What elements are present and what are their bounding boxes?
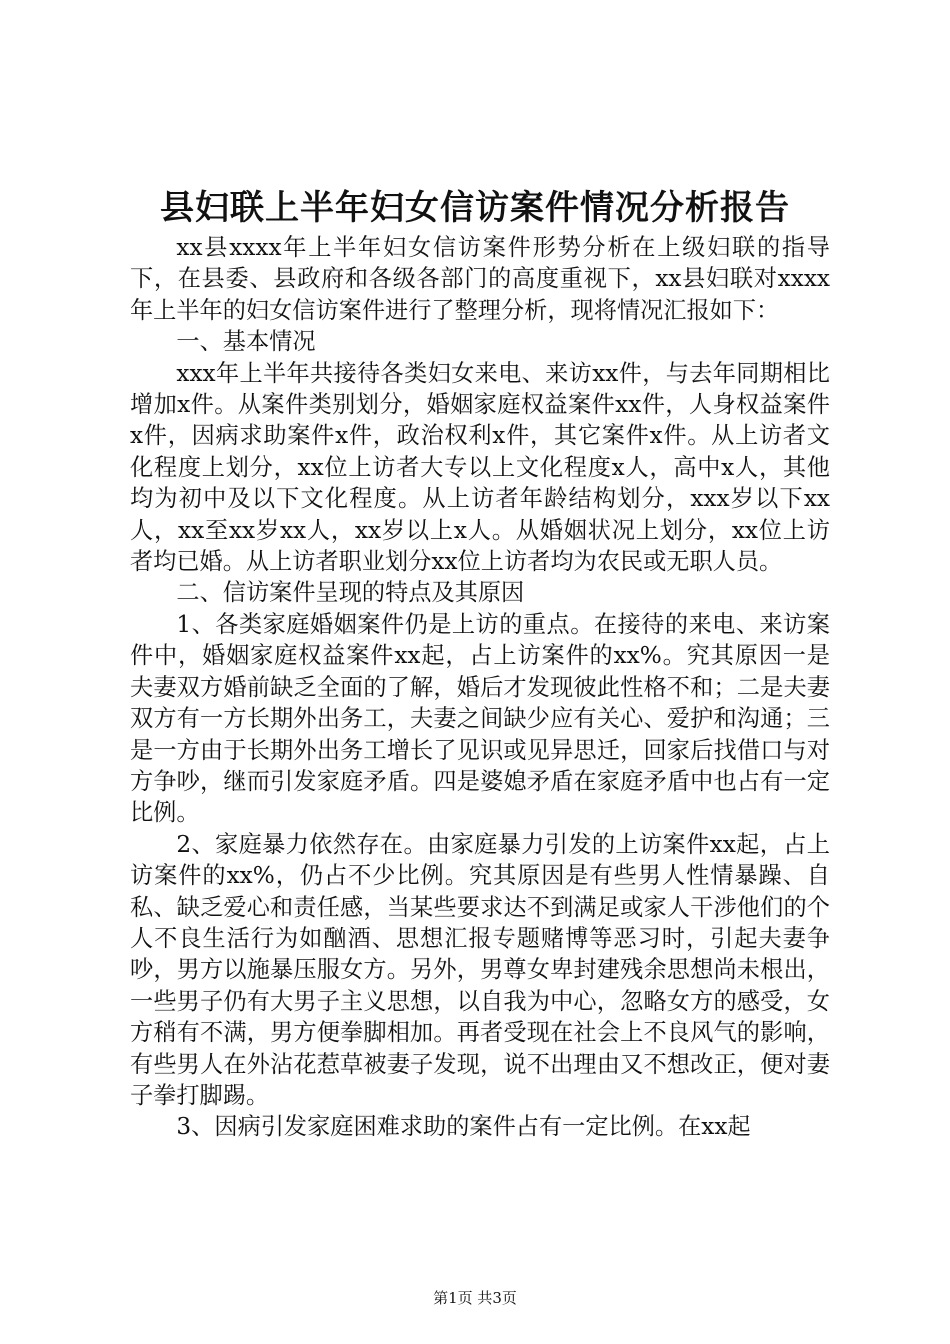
section-heading-features: 二、信访案件呈现的特点及其原因 xyxy=(176,579,525,607)
document-title: 县妇联上半年妇女信访案件情况分析报告 xyxy=(160,188,790,228)
document-body xyxy=(130,232,830,1143)
basic-situation-paragraph: xxx年上半年共接待各类妇女来电、来访xx件，与去年同期相比增加x件。从案件类别划分，婚姻家庭权益案件xx件，人身权益案件x件，因病求助案件x件，政治权利x件，其它案件x件。从上访者文化程度上划分，xx位上访者大专以上文化程度x人，高中x人，其他均为初中及以下文化程度。从上访者年龄结构划分，xxx岁以下xx人，xx至xx岁xx人，xx岁以上x人。从婚姻状况上划分，xx位上访者均已婚。从上访者职业划分xx位上访者均为农民或无职人员。 xyxy=(130,359,830,576)
feature-paragraph-3: 3、因病引发家庭困难求助的案件占有一定比例。在xx起 xyxy=(176,1113,751,1141)
section-heading-basic: 一、基本情况 xyxy=(176,328,316,356)
feature-paragraph-2: 2、家庭暴力依然存在。由家庭暴力引发的上访案件xx起，占上访案件的xx%，仍占不少比例。究其原因是有些男人性情暴躁、自私、缺乏爱心和责任感，当某些要求达不到满足或家人干涉他们的个人不良生活行为如酗酒、思想汇报专题赌博等恶习时，引起夫妻争吵，男方以施暴压服女方。另外，男尊女卑封建残余思想尚未根出，一些男子仍有大男子主义思想，以自我为中心，忽略女方的感受，女方稍有不满，男方便拳脚相加。再者受现在社会上不良风气的影响，有些男人在外沾花惹草被妻子发现，说不出理由又不想改正，便对妻子拳打脚踢。 xyxy=(130,830,830,1109)
intro-paragraph: xx县xxxx年上半年妇女信访案件形势分析在上级妇联的指导下，在县委、县政府和各级各部门的高度重视下，xx县妇联对xxxx年上半年的妇女信访案件进行了整理分析，现将情况汇报如下： xyxy=(130,234,830,324)
feature-paragraph-1: 1、各类家庭婚姻案件仍是上访的重点。在接待的来电、来访案件中，婚姻家庭权益案件xx起，占上访案件的xx%。究其原因一是夫妻双方婚前缺乏全面的了解，婚后才发现彼此性格不和；二是夫妻双方有一方长期外出务工，夫妻之间缺少应有关心、爱护和沟通；三是一方由于长期外出务工增长了见识或见异思迁，回家后找借口与对方争吵，继而引发家庭矛盾。四是婆媳矛盾在家庭矛盾中也占有一定比例。 xyxy=(130,610,830,827)
page-number-footer: 第1页 共3页 xyxy=(433,1289,517,1307)
